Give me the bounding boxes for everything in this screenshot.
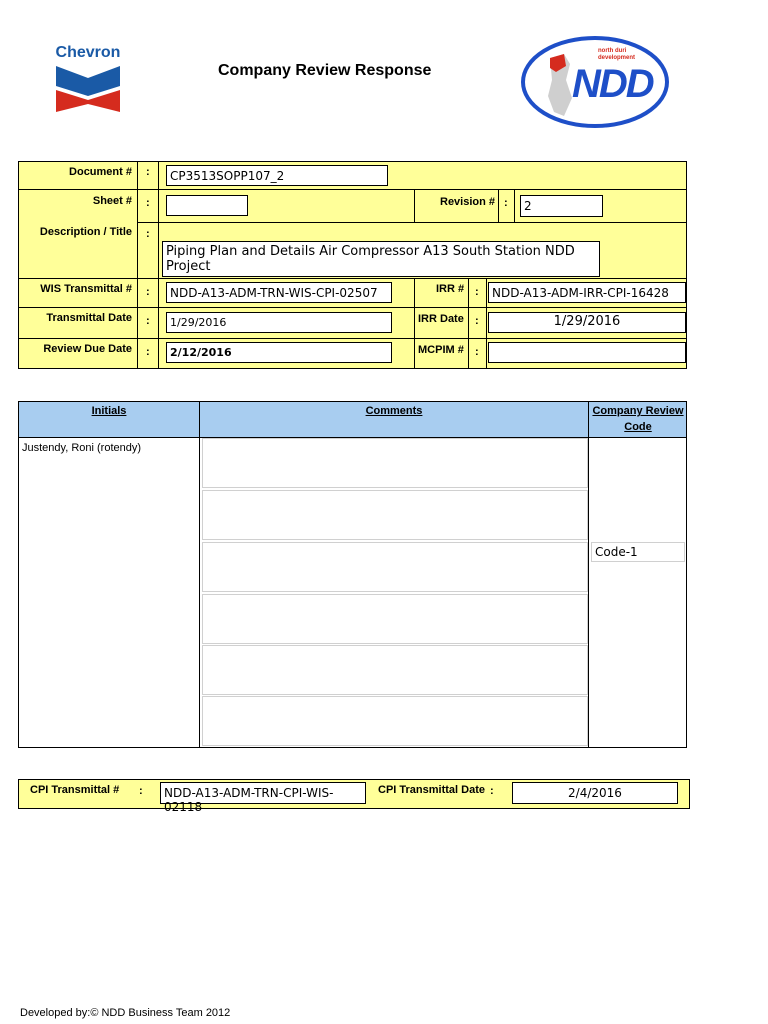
document-number-label: Document # xyxy=(69,166,132,178)
cpi-transmittal-date-field[interactable]: 2/4/2016 xyxy=(512,782,678,804)
ndd-logo-caption: north duri development xyxy=(598,48,636,61)
comment-box-1[interactable] xyxy=(202,438,588,488)
colon: : xyxy=(475,346,479,358)
colon: : xyxy=(146,346,150,358)
cpi-transmittal-date-label: CPI Transmittal Date xyxy=(378,784,485,796)
mcpim-number-field[interactable] xyxy=(488,342,686,363)
irr-number-label: IRR # xyxy=(436,283,465,295)
ndd-logo xyxy=(520,36,670,128)
colon: : xyxy=(504,197,508,209)
cpi-transmittal-field[interactable]: NDD-A13-ADM-TRN-CPI-WIS-02118 xyxy=(160,782,366,804)
reviewer-initials: Justendy, Roni (rotendy) xyxy=(22,442,142,454)
colon: : xyxy=(490,785,494,797)
revision-number-field[interactable]: 2 xyxy=(520,195,603,217)
colon: : xyxy=(475,315,479,327)
footer-credit: Developed by:© NDD Business Team 2012 xyxy=(20,1007,231,1019)
review-due-date-label: Review Due Date xyxy=(43,343,132,355)
transmittal-date-label: Transmittal Date xyxy=(46,312,132,324)
review-code-field[interactable]: Code-1 xyxy=(591,542,685,562)
colon: : xyxy=(146,286,150,298)
cpi-transmittal-label: CPI Transmittal # xyxy=(30,784,120,796)
sheet-number-label: Sheet # xyxy=(92,195,132,207)
comments-column-header: Comments xyxy=(365,405,423,417)
colon: : xyxy=(146,228,150,240)
colon: : xyxy=(146,315,150,327)
review-code-column-header-line1: Company Review xyxy=(592,405,684,417)
irr-number-field[interactable]: NDD-A13-ADM-IRR-CPI-16428 xyxy=(488,282,686,303)
comment-box-6[interactable] xyxy=(202,696,588,746)
initials-column-header: Initials xyxy=(91,405,127,417)
irr-date-label: IRR Date xyxy=(418,313,464,325)
transmittal-date-field[interactable]: 1/29/2016 xyxy=(166,312,392,333)
chevron-logo xyxy=(52,42,124,116)
wis-transmittal-field[interactable]: NDD-A13-ADM-TRN-WIS-CPI-02507 xyxy=(166,282,392,303)
colon: : xyxy=(475,286,479,298)
colon: : xyxy=(139,785,143,797)
sheet-number-field[interactable] xyxy=(166,195,248,216)
page-title: Company Review Response xyxy=(218,62,432,79)
colon: : xyxy=(146,197,150,209)
wis-transmittal-label: WIS Transmittal # xyxy=(40,283,132,295)
description-label: Description / Title xyxy=(39,226,132,238)
comment-box-5[interactable] xyxy=(202,645,588,695)
irr-date-field[interactable]: 1/29/2016 xyxy=(488,312,686,333)
mcpim-number-label: MCPIM # xyxy=(418,344,464,356)
review-code-column-header-line2: Code xyxy=(624,421,652,433)
colon: : xyxy=(146,166,150,178)
review-due-date-field[interactable]: 2/12/2016 xyxy=(166,342,392,363)
document-number-field[interactable]: CP3513SOPP107_2 xyxy=(166,165,388,186)
chevron-logo-text: Chevron xyxy=(55,44,121,61)
comment-box-4[interactable] xyxy=(202,594,588,644)
revision-number-label: Revision # xyxy=(440,196,496,208)
ndd-logo-text: NDD xyxy=(572,62,653,106)
comment-box-2[interactable] xyxy=(202,490,588,540)
comment-box-3[interactable] xyxy=(202,542,588,592)
description-field[interactable]: Piping Plan and Details Air Compressor A13 South Station NDD Project xyxy=(162,241,600,277)
chevron-emblem-icon xyxy=(52,64,124,116)
